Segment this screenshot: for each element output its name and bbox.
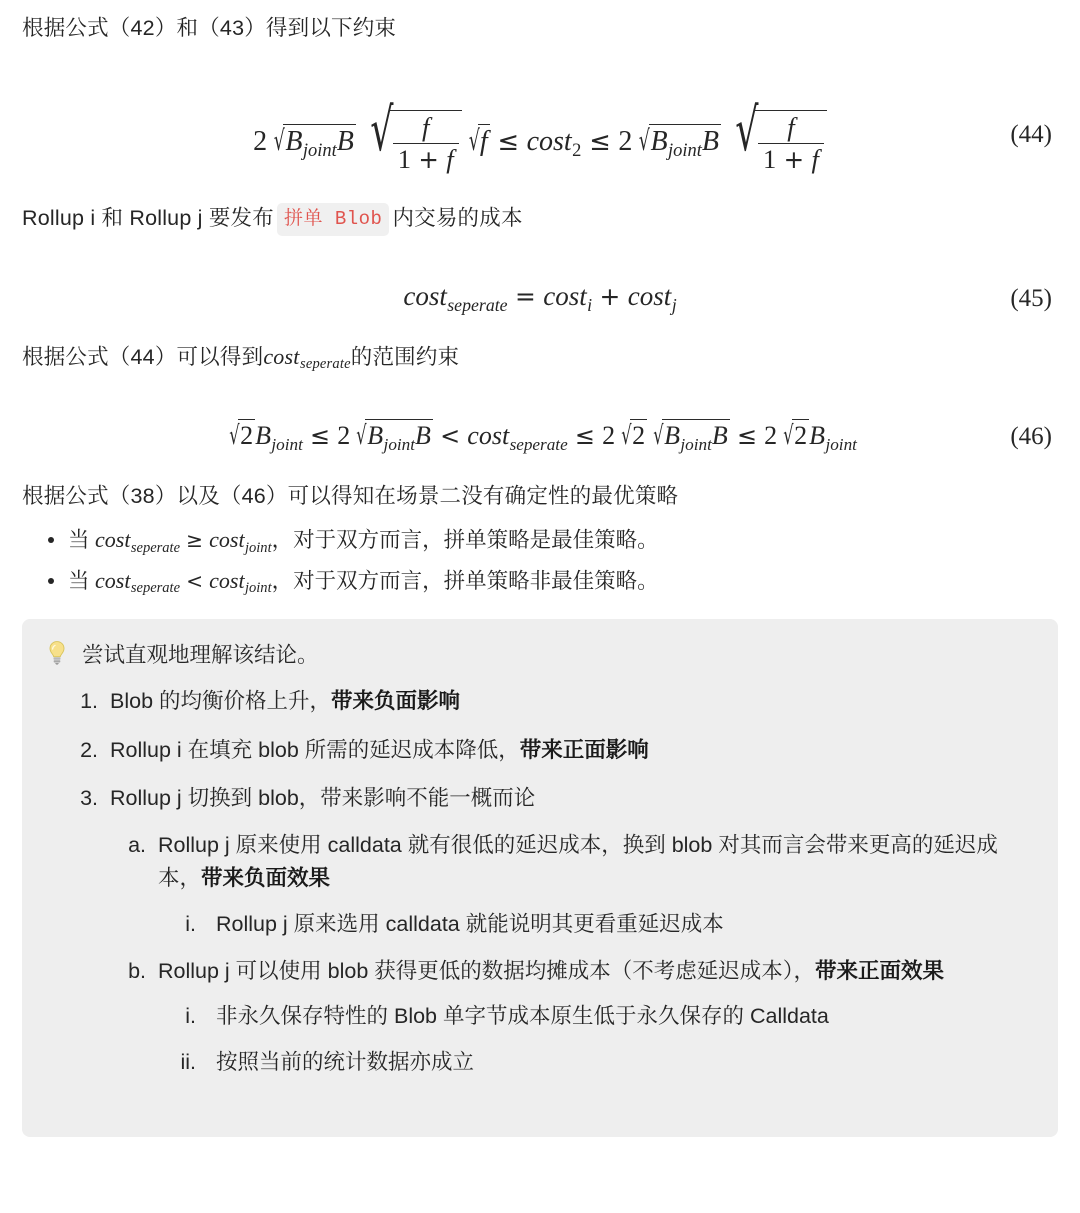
intro-paragraph: 根据公式（42）和（43）得到以下约束 [22,16,397,40]
callout-box [22,619,1058,1137]
callout-ordered-list-level-3-b [158,1000,1034,1079]
eq44-frac-plus-right: + [783,145,805,175]
eq46-relation-2: < [440,422,461,451]
eq45-lhs-cost: cost [403,281,447,312]
list-item [202,1046,1034,1079]
item-1-bold: 带来负面影响 [331,688,461,713]
bullet-0-math [90,527,272,557]
eq46-joint-r1: joint [383,434,416,454]
callout-ordered-list-level-1 [46,685,1034,1079]
eq46-relation-3: ≤ [574,422,595,451]
eq46-B2-r1: B [415,421,431,451]
bullet-1-sub-left: seperate [130,580,181,597]
range-text-after: 的范围约束 [350,344,460,369]
eq45-plus: + [599,282,621,312]
eq44-cost: cost [526,126,572,158]
bullet-0-sub-left: seperate [130,540,181,557]
item-3b-text: Rollup j 可以使用 blob 获得更低的数据均摊成本（不考虑延迟成本）， [158,958,816,983]
eq46-B-first: B [255,421,271,451]
list-item [152,955,1034,1079]
bullet-1-prefix: 当 [68,568,90,593]
eq44-frac-one-left: 1 [397,144,412,175]
eq44-joint-left: joint [302,139,337,160]
eq46-B-r2: B [664,421,681,451]
lightbulb-icon [46,640,68,666]
list-item [22,563,1058,601]
equation-46-body [223,419,857,454]
eq46-two-b: 2 [632,421,646,451]
bullet-1-cost-left: cost [95,567,131,593]
eq44-frac-f-left: f [446,144,454,175]
equation-45-block [0,262,1080,336]
eq46-sqrt-2-first: √2 [229,421,254,452]
list-item [104,734,1034,767]
item-3a-i-text: Rollup j 原来选用 calldata 就能说明其更看重延迟成本 [216,911,724,936]
eq45-rhs-j-subscript: j [671,295,677,316]
eq46-coef-2b: 2 [602,421,616,451]
item-3a-text: Rollup j 原来使用 calldata 就有很低的延迟成本，换到 blob 对其而言会带来更高的延迟成本， [158,832,998,891]
callout-ordered-list-level-2 [110,829,1034,1079]
bullet-1-relation: < [186,568,204,593]
eq44-B2-left: B [336,126,354,158]
eq46-sqrt-bjointb-first: $√B_{joint}B$ [356,421,431,454]
eq44-B-right: B [650,126,668,158]
bullet-1-text: ，对于双方而言，拼单策略非最佳策略。 [271,568,659,593]
eq46-relation-4: ≤ [736,422,757,451]
list-item [104,685,1034,718]
eq44-sqrt-bjointb-left: $√B_{joint}B$ [273,124,354,160]
list-item [152,829,1034,941]
callout-ordered-list-level-3-a [158,908,1034,941]
eq44-sqrt-frac-left: √ $\frac{f}{1 + f}$ [356,95,462,175]
eq44-joint-right: joint [668,139,702,160]
callout-heading-text: 尝试直观地理解该结论。 [82,642,319,667]
item-1-text: Blob 的均衡价格上升， [110,688,332,713]
bullet-0-cost-left: cost [95,527,131,553]
eq45-rhs-i-subscript: i [587,295,593,316]
eq46-coef-2c: 2 [764,421,778,451]
bullet-1-math [90,567,272,597]
eq44-coefficient-left: 2 [253,126,268,158]
eq46-cost-subscript: seperate [509,434,568,454]
eq46-two-a: 2 [240,421,254,451]
equation-46-block [0,398,1080,476]
item-3b-bold: 带来正面效果 [815,958,945,983]
conclusion-paragraph: 根据公式（38）以及（46）可以得知在场景二没有确定性的最优策略 [22,484,679,509]
item-3b-i-text: 非永久保存特性的 Blob 单字节成本原生低于永久保存的 Calldata [216,1004,829,1029]
eq44-B2-right: B [701,126,720,158]
eq44-frac-num-right: f [787,111,795,142]
range-math-cost: cost [263,343,300,369]
rollup-text-after: 内交易的成本 [392,206,523,231]
eq46-sqrt-bjointb-second: $√B_{joint}B$ [653,421,728,454]
bullet-0-relation: ≥ [186,528,204,553]
bullet-1-cost-right: cost [209,567,245,593]
range-text-before: 根据公式（44）可以得到 [22,344,264,369]
eq45-rhs-cost-i: cost [543,281,587,312]
list-item [202,908,1034,941]
eq46-B-r1: B [367,421,384,451]
equation-44-block [0,74,1080,196]
eq46-B-last: B [809,421,826,451]
eq46-joint-first: joint [271,434,303,454]
eq44-sqrt-f-radicand: f [479,126,488,158]
item-3b-ii-text: 按照当前的统计数据亦成立 [216,1049,475,1074]
eq44-frac-f-right: f [811,144,819,175]
rollup-paragraph [0,196,1080,236]
eq45-equals: = [515,282,536,312]
eq46-B2-r2: B [711,421,728,451]
eq44-frac-one-right: 1 [762,144,777,175]
eq45-lhs-subscript: seperate [447,295,508,316]
list-item [22,522,1058,560]
eq44-coefficient-right: 2 [618,126,633,158]
eq46-sqrt-2-third: √2 [783,421,808,452]
eq44-frac-num-left: f [422,111,430,142]
eq44-relation-1: ≤ [497,127,519,158]
eq44-cost-subscript: 2 [572,139,582,160]
range-paragraph [0,336,1080,376]
rollup-text-before: Rollup i 和 Rollup j 要发布 [22,206,274,231]
eq44-sqrt-bjointb-right: $√B_{joint}B$ [639,124,720,160]
eq46-relation-1: ≤ [310,422,331,451]
bullet-1-sub-right: joint [244,580,272,597]
eq44-relation-2: ≤ [589,127,611,158]
equation-45-tag: (45) [1010,284,1052,312]
range-inline-math [263,343,351,373]
eq46-coef-2a: 2 [337,421,351,451]
item-2-bold: 带来正面影响 [519,737,649,762]
eq46-two-c: 2 [794,421,808,451]
item-3a-bold: 带来负面效果 [201,866,331,891]
eq46-sqrt-2-second: √2 [621,421,646,452]
range-math-subscript: seperate [299,356,351,373]
item-2-text: Rollup i 在填充 blob 所需的延迟成本降低， [110,737,520,762]
equation-46-tag: (46) [1010,423,1052,451]
callout-header [46,639,1034,671]
bullet-0-prefix: 当 [68,528,90,553]
eq44-frac-plus-left: + [418,145,439,175]
bullet-0-cost-right: cost [209,527,245,553]
equation-45-body [403,281,676,316]
eq46-cost: cost [467,421,510,451]
code-chip-pindan-blob: 拼单 Blob [277,203,390,236]
bullet-0-text: ，对于双方而言，拼单策略是最佳策略。 [271,528,659,553]
list-item [104,782,1034,1079]
eq45-rhs-cost-j: cost [627,281,672,312]
bullet-0-sub-right: joint [244,540,272,557]
eq44-sqrt-frac-right: √ $\frac{f}{1 + f}$ [721,95,827,175]
item-3-text: Rollup j 切换到 blob，带来影响不能一概而论 [110,786,536,811]
eq46-joint-last: joint [825,434,857,454]
strategy-bullet-list [0,522,1080,600]
eq44-B-left: B [285,126,303,158]
equation-44-tag: (44) [1010,121,1052,149]
eq44-sqrt-f: √f [468,124,488,158]
list-item [202,1000,1034,1033]
eq46-joint-r2: joint [680,434,712,454]
equation-44-body [253,95,827,175]
